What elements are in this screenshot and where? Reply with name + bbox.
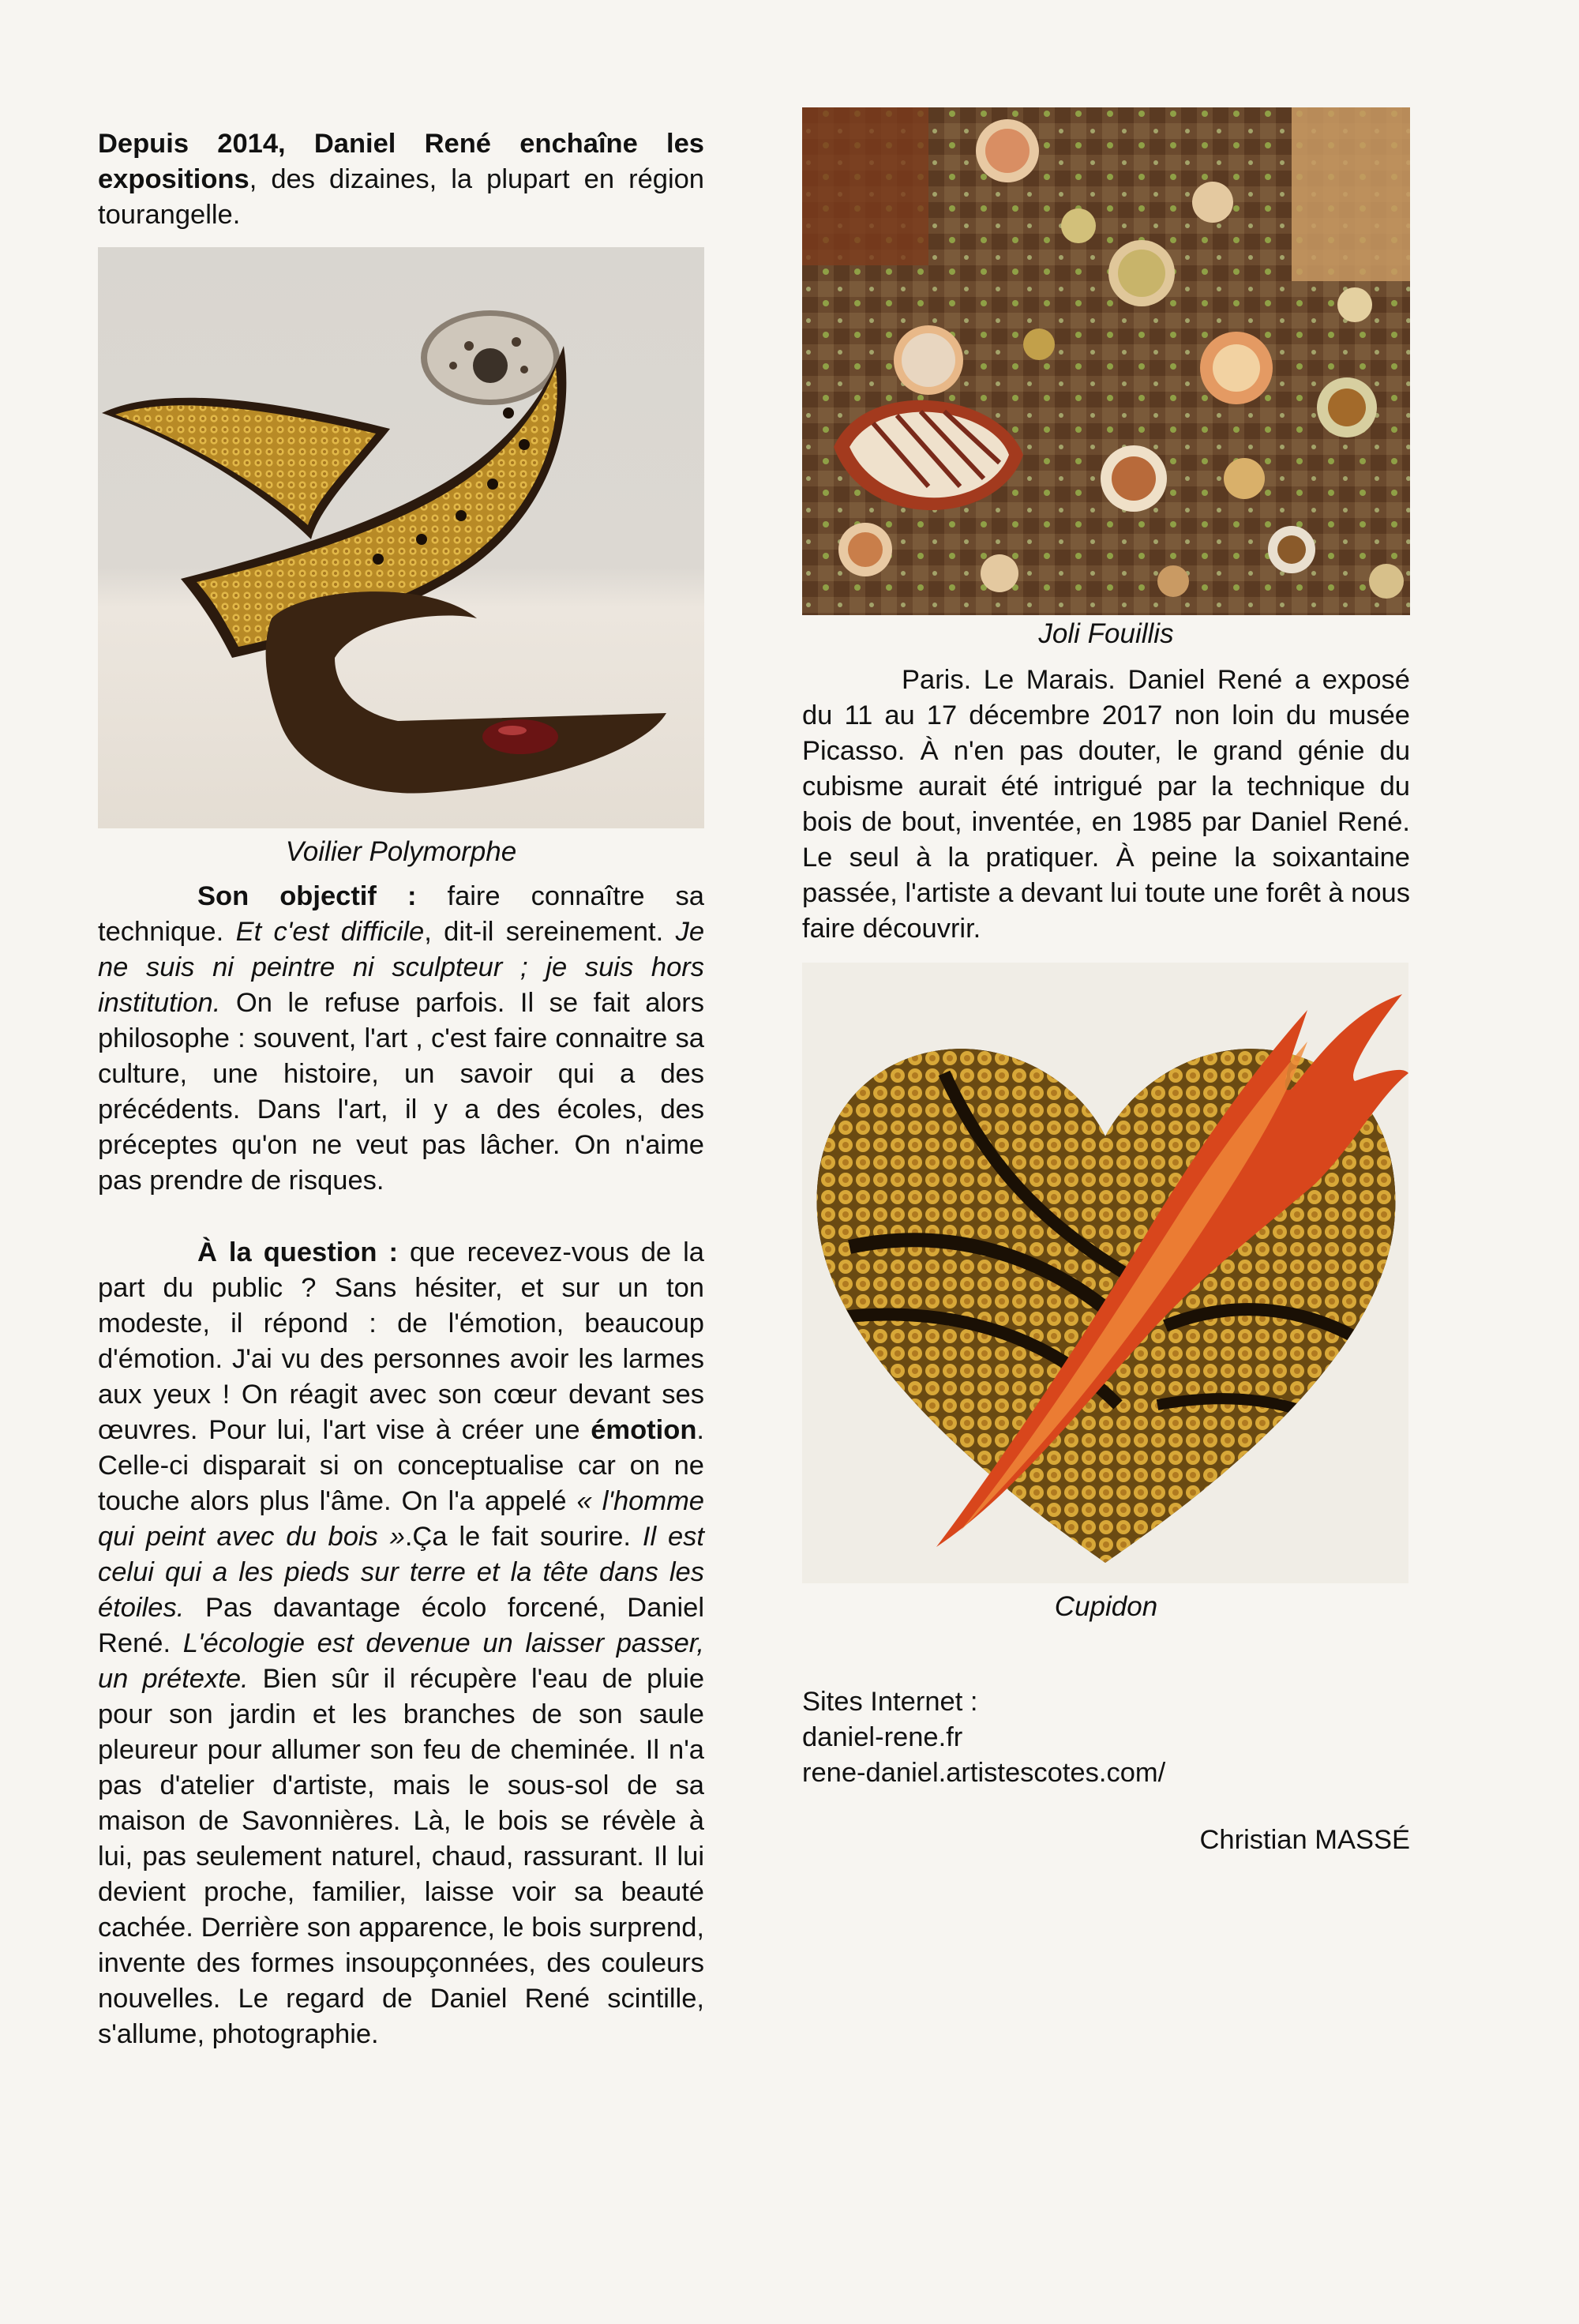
question-italic-2: Il est celui qui a les pieds sur terre et la tête dans les étoiles.	[98, 1522, 704, 1623]
question-text-c: .Ça le fait sourire.	[404, 1522, 643, 1552]
joli-fouillis-caption: Joli Fouillis	[1038, 618, 1174, 649]
question-bold: À la question :	[197, 1237, 398, 1267]
question-text-d: Pas davantage écolo forcené, Daniel René.	[98, 1593, 704, 1658]
objectif-text-c: On le refuse parfois. Il se fait alors philosophe : souvent, l'art , c'est faire connaitre sa culture, une histoire, un savoir qui a des précédents. Dans l'art, il y a des écoles, des préceptes qu'on ne veut pas lâcher. On n'aime pas prendre de risques.	[98, 988, 704, 1196]
voilier-caption: Voilier Polymorphe	[285, 836, 517, 867]
cupidon-photo	[802, 963, 1408, 1583]
voilier-sculpture-illustration	[98, 247, 704, 828]
intro-paragraph	[98, 126, 704, 233]
author-signature: Christian MASSÉ	[1199, 1825, 1410, 1855]
joli-fouillis-photo	[802, 107, 1410, 615]
left-column	[98, 126, 704, 2052]
objectif-italic-2: Je ne suis ni peintre ni sculpteur ; je suis hors institution.	[98, 917, 704, 1018]
objectif-italic-1: Et c'est difficile	[235, 917, 425, 947]
right-column	[802, 107, 1410, 1858]
objectif-paragraph	[98, 879, 704, 1199]
emotion-bold: émotion	[591, 1415, 697, 1445]
objectif-text-a: faire connaître sa technique.	[98, 881, 704, 947]
site-link-2[interactable]: rene-daniel.artistescotes.com/	[802, 1758, 1166, 1788]
objectif-text-b: , dit-il sereinement.	[424, 917, 676, 947]
question-text-e: Bien sûr il récupère l'eau de pluie pour son jardin et les branches de son saule pleureur pour allumer son feu de cheminée. Il n'a pas d'atelier d'artiste, mais le sous-sol de sa maison de Savonnières. Là, le bois se révèle à lui, pas seulement naturel, chaud, rassurant. Il lui devient proche, familier, laisse voir sa beauté cachée. Derrière son apparence, le bois surprend, invente des formes insoupçonnées, des couleurs nouvelles. Le regard de Daniel René scintille, s'allume, photographie.	[98, 1664, 705, 2049]
question-italic-1: « l'homme qui peint avec du bois »	[98, 1486, 704, 1552]
sites-label: Sites Internet :	[802, 1687, 978, 1717]
paris-paragraph: Paris. Le Marais. Daniel René a exposé du 11 au 17 décembre 2017 non loin du musée Picasso. À n'en pas douter, le grand génie du cubisme aurait été intrigué par la technique du bois de bout, inventée, en 1985 par Daniel René. Le seul à la pratiquer. À peine la soixantaine passée, l'artiste a devant lui toute une forêt à nous faire découvrir.	[802, 665, 1410, 944]
question-paragraph	[98, 1235, 704, 2052]
joli-fouillis-illustration	[802, 107, 1410, 615]
cupidon-heart-illustration	[802, 963, 1408, 1583]
cupidon-caption: Cupidon	[1054, 1591, 1158, 1622]
intro-bold: Depuis 2014, Daniel René enchaîne les expositions	[98, 129, 704, 194]
question-italic-3: L'écologie est devenue un laisser passer, un prétexte.	[98, 1628, 704, 1694]
site-link-1[interactable]: daniel-rene.fr	[802, 1722, 963, 1752]
question-text-b: . Celle-ci disparait si on conceptualise car on ne touche alors plus l'âme. On l'a appelé	[98, 1415, 704, 1516]
question-text-a: que recevez-vous de la part du public ? Sans hésiter, et sur un ton modeste, il répond : de l'émotion, beaucoup d'émotion. J'ai vu des personnes avoir les larmes aux yeux ! On réagit avec son cœur devant ses œuvres. Pour lui, l'art vise à créer une	[98, 1237, 704, 1445]
voilier-polymorphe-photo	[98, 247, 704, 828]
sites-internet	[802, 1684, 1410, 1791]
objectif-bold: Son objectif :	[197, 881, 417, 911]
intro-text: , des dizaines, la plupart en région tourangelle.	[98, 164, 704, 230]
